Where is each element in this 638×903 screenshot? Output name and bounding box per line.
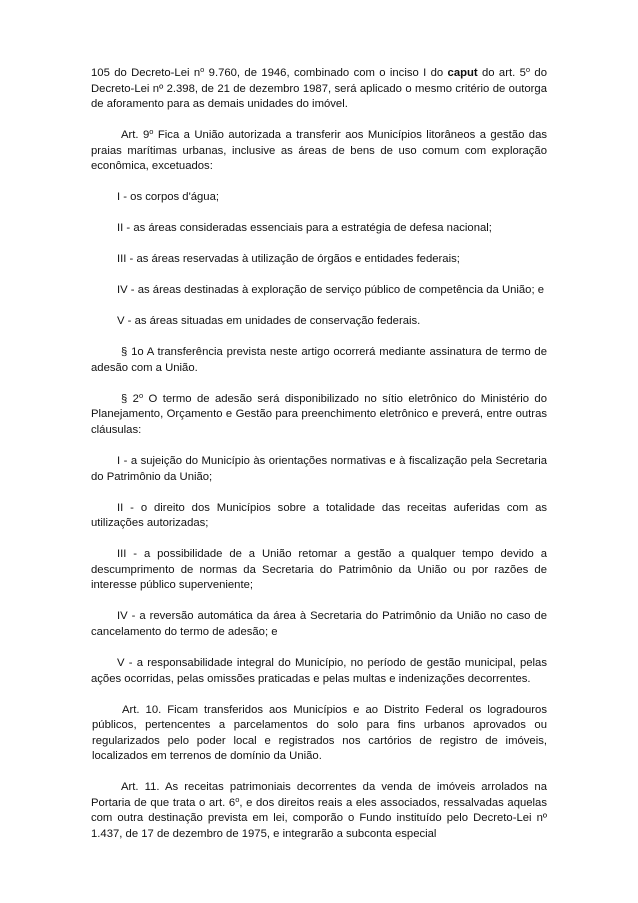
text-run: II - o direito dos Municípios sobre a totalidade das receitas auferidas com as utilizações autorizadas; (91, 501, 547, 530)
text-run: 105 do Decreto-Lei n (91, 67, 201, 79)
superscript-ordinal: o (200, 65, 205, 74)
paragraph-par2-item-ii (91, 501, 547, 532)
text-run: Art. 11. As receitas patrimoniais decorrentes da venda de imóveis arrolados na Portaria de que trata o art. 6 (91, 781, 547, 809)
text-run: I - os corpos d'água; (117, 191, 220, 204)
paragraph-par2-item-iii (91, 547, 547, 594)
paragraph-art9-item-iii (91, 252, 547, 268)
paragraph-art9-item-ii (91, 221, 547, 237)
paragraph-art9-par2 (91, 392, 547, 439)
paragraph-art9-par1 (91, 345, 547, 376)
paragraph-par2-item-iv (91, 609, 547, 640)
paragraph-art8-continuation (91, 66, 547, 113)
superscript-ordinal: o (235, 794, 240, 804)
text-run: V - a responsabilidade integral do Município, no período de gestão municipal, pelas ações ocorridas, pelas omissões praticadas e pelas multas e indenizações decorrentes. (91, 656, 547, 685)
paragraph-art9-item-i (91, 190, 547, 206)
text-run: § 2 (121, 392, 139, 405)
text-run: do art. 5 (477, 67, 526, 79)
text-run: 9.760, de 1946, combinado com o inciso I do (204, 67, 448, 79)
document-page (91, 66, 547, 858)
text-run: Art. 9 (121, 129, 150, 142)
paragraph-par2-item-v (91, 656, 547, 687)
superscript-ordinal: o (525, 65, 531, 74)
paragraph-par2-item-i (91, 454, 547, 485)
text-run: do Decreto-Lei nº 2.398, de 21 de dezembro 1987, será aplicado o mesmo critério de outorga de aforamento para as demais unidades do imóvel. (91, 67, 547, 111)
text-run: Art. 10. Ficam transferidos aos Municípios e ao Distrito Federal os logradouros públicos, pertencentes a parcelamentos do solo para fins urbanos aprovados ou regularizados pelo poder local e registrados nos cartórios de registro de imóveis, localizados em terrenos de domínio da União. (92, 703, 547, 763)
text-run: II - as áreas consideradas essenciais para a estratégia de defesa nacional; (117, 222, 492, 235)
paragraph-art10 (91, 703, 547, 765)
text-run: III - a possibilidade de a União retomar a gestão a qualquer tempo devido a descumprimento de normas da Secretaria do Patrimônio da União ou por razões de interesse público superveniente; (91, 548, 547, 592)
text-run: V - as áreas situadas em unidades de conservação federais. (117, 315, 421, 328)
text-run: III - as áreas reservadas à utilização de órgãos e entidades federais; (117, 253, 460, 266)
text-run: , e dos direitos reais a eles associados, ressalvadas aquelas com outra destinação prevista em lei, comporão o Fundo instituído pelo Decreto-Lei nº 1.437, de 17 de dezembro de 1975, e integrarão a subconta especial (91, 796, 547, 841)
text-run: I - a sujeição do Município às orientações normativas e à fiscalização pela Secretaria do Patrimônio da União; (91, 455, 547, 483)
text-run: Fica a União autorizada a transferir aos Municípios litorâneos a gestão das praias marítimas urbanas, inclusive as áreas de bens de uso comum com exploração econômica, excetuados: (91, 129, 547, 173)
paragraph-art9-item-v (91, 314, 547, 330)
text-run: IV - as áreas destinadas à exploração de serviço público de competência da União; e (117, 284, 545, 297)
paragraph-art11 (91, 780, 547, 842)
text-run: O termo de adesão será disponibilizado no sítio eletrônico do Ministério do Planejamento, Orçamento e Gestão para preenchimento eletrônico e preverá, entre outras cláusulas: (91, 392, 547, 437)
paragraph-art9-item-iv (91, 283, 547, 299)
superscript-ordinal: o (138, 390, 144, 400)
superscript-ordinal: o (149, 127, 154, 137)
text-run: IV - a reversão automática da área à Secretaria do Patrimônio da União no caso de cancelamento do termo de adesão; e (91, 610, 547, 638)
paragraph-art9-caput (91, 128, 547, 175)
text-run: § 1o A transferência prevista neste artigo ocorrerá mediante assinatura de termo de adesão com a União. (91, 346, 547, 374)
bold-term: caput (447, 67, 478, 79)
